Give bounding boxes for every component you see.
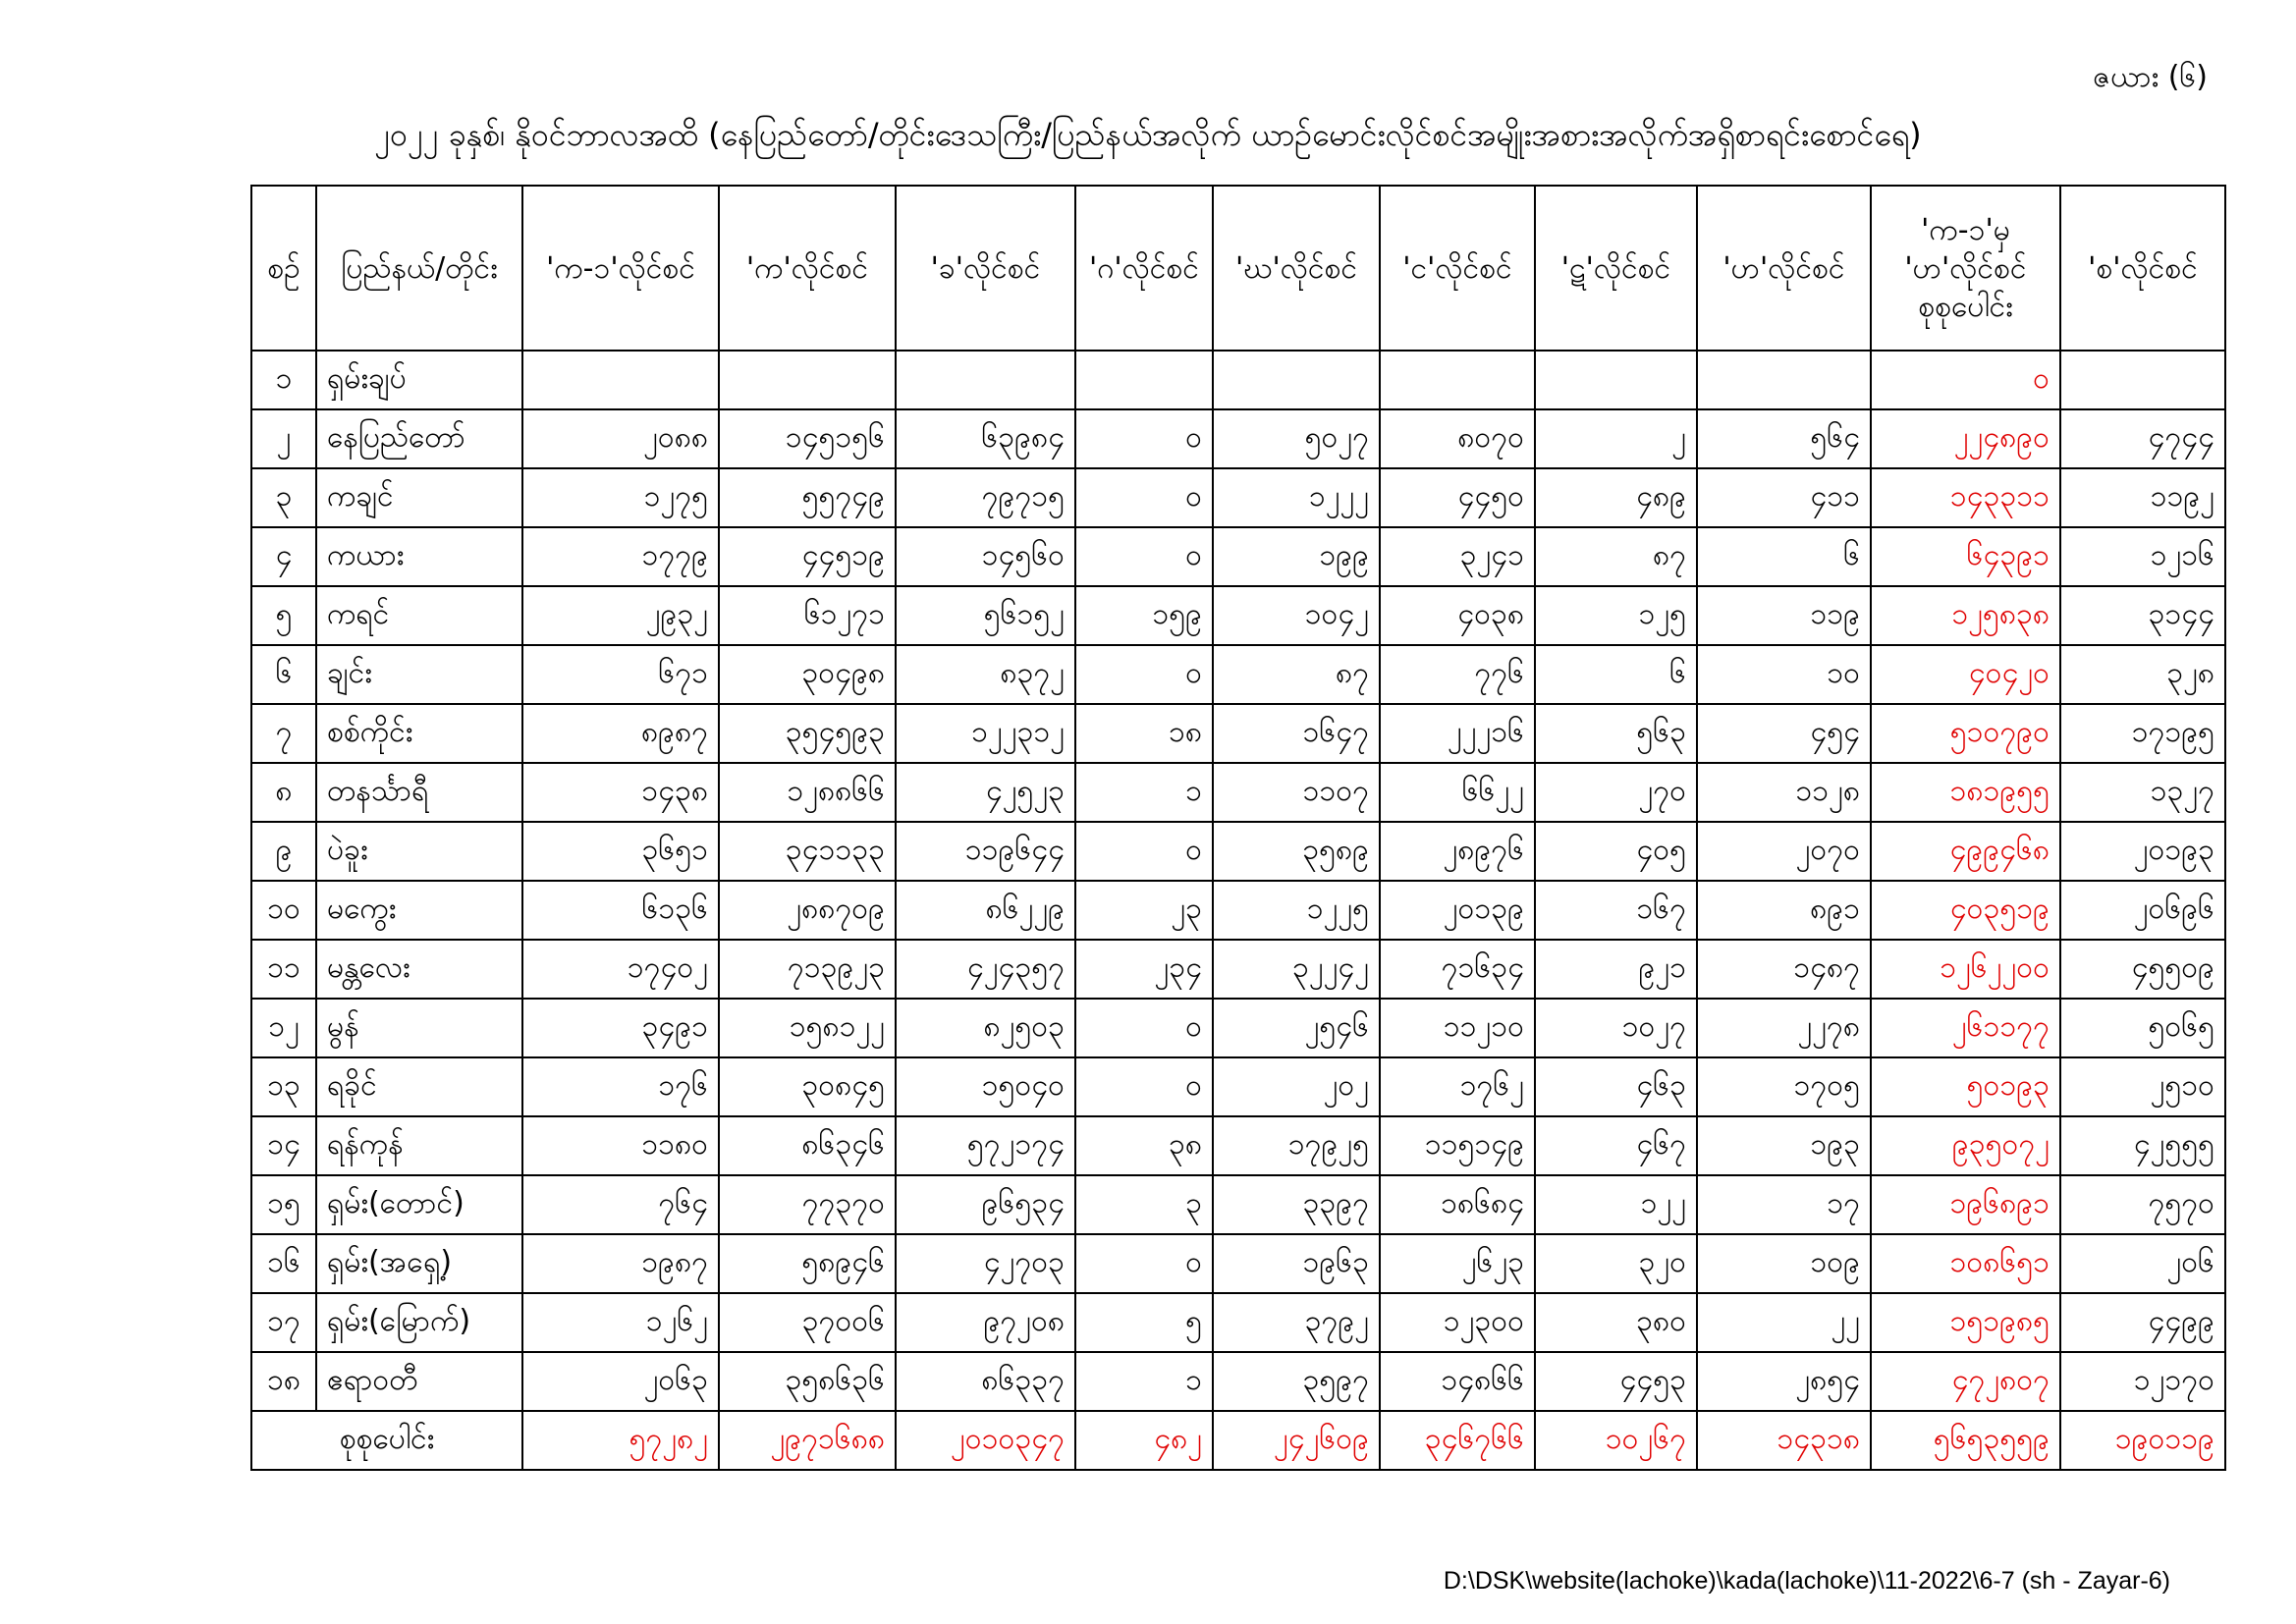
value-cell: ၄၅၄ — [1697, 704, 1871, 763]
serial-cell: ၁၆ — [251, 1234, 316, 1293]
column-header: 'က-၁'လိုင်စင် — [522, 186, 719, 351]
value-cell: ၁၀၂၇ — [1535, 999, 1697, 1057]
value-cell — [522, 351, 719, 409]
value-cell: ၂၈၈၇၀၉ — [719, 881, 896, 940]
table-row — [251, 586, 2225, 645]
value-cell: ၁၅၀၄၀ — [896, 1057, 1075, 1116]
value-cell — [1697, 351, 1871, 409]
value-cell: ၃၂၂၄၂ — [1213, 940, 1380, 999]
value-cell: ၁၁၈၀ — [522, 1116, 719, 1175]
row-total-cell: ၄၇၂၈၀၇ — [1871, 1352, 2060, 1411]
value-cell: ၁၁၀၇ — [1213, 763, 1380, 822]
value-cell: ၁၆၇ — [1535, 881, 1697, 940]
value-cell: ၁၄၈၇ — [1697, 940, 1871, 999]
column-header: ပြည်နယ်/တိုင်း — [316, 186, 522, 351]
value-cell: ၀ — [1075, 468, 1213, 527]
value-cell: ၂၀၇၀ — [1697, 822, 1871, 881]
document-title: ၂၀၂၂ ခုနှစ်၊ နိုဝင်ဘာလအထိ (နေပြည်တော်/တိုင်းဒေသကြီး/ပြည်နယ်အလိုက် ယာဉ်မောင်းလိုင်စင်အမျိုးအစားအလိုက်အရှိစာရင်းစောင်ရေ) — [374, 116, 1922, 153]
row-total-cell: ၄၉၉၄၆၈ — [1871, 822, 2060, 881]
table-row — [251, 999, 2225, 1057]
column-header: 'က-၁'မှ 'ဟ'လိုင်စင် စုစုပေါင်း — [1871, 186, 2060, 351]
value-cell: ၅၀၂၇ — [1213, 409, 1380, 468]
value-cell: ၃၃၉၇ — [1213, 1175, 1380, 1234]
total-value-cell: ၂၀၁၀၃၄၇ — [896, 1411, 1075, 1470]
value-cell: ၁၇၄၀၂ — [522, 940, 719, 999]
value-cell: ၂၃၄ — [1075, 940, 1213, 999]
value-cell: ၃၂၄၁ — [1380, 527, 1535, 586]
value-cell: ၁၇၀၅ — [1697, 1057, 1871, 1116]
serial-cell: ၁၃ — [251, 1057, 316, 1116]
value-cell: ၁၂၂၃၁၂ — [896, 704, 1075, 763]
table-row — [251, 822, 2225, 881]
value-cell: ၂၂၇၈ — [1697, 999, 1871, 1057]
serial-cell: ၆ — [251, 645, 316, 704]
value-cell: ၅၆၁၅၂ — [896, 586, 1075, 645]
value-cell: ၀ — [1075, 1057, 1213, 1116]
total-value-cell: ၁၄၃၁၈ — [1697, 1411, 1871, 1470]
value-cell: ၈၇ — [1213, 645, 1380, 704]
value-cell: ၁၀ — [1697, 645, 1871, 704]
value-cell: ၈၆၃၃၇ — [896, 1352, 1075, 1411]
serial-cell: ၁၅ — [251, 1175, 316, 1234]
value-cell: ၁၁၂၁၀ — [1380, 999, 1535, 1057]
total-value-cell: ၅၆၅၃၅၅၉ — [1871, 1411, 2060, 1470]
table-row — [251, 1352, 2225, 1411]
serial-cell: ၁၇ — [251, 1293, 316, 1352]
value-cell: ၅၈၉၄၆ — [719, 1234, 896, 1293]
value-cell: ၆၆၂၂ — [1380, 763, 1535, 822]
region-name-cell: စစ်ကိုင်း — [316, 704, 522, 763]
value-cell — [896, 351, 1075, 409]
value-cell: ၃၁၄၄ — [2060, 586, 2225, 645]
column-header: 'ဂ'လိုင်စင် — [1075, 186, 1213, 351]
value-cell: ၂၀၆ — [2060, 1234, 2225, 1293]
serial-cell: ၄ — [251, 527, 316, 586]
table-row — [251, 763, 2225, 822]
value-cell: ၇၁၆၃၄ — [1380, 940, 1535, 999]
value-cell: ၄၈၉ — [1535, 468, 1697, 527]
value-cell: ၂၇၀ — [1535, 763, 1697, 822]
file-path-footer: D:\DSK\website(lachoke)\kada(lachoke)\11-2022\6-7 (sh - Zayar-6) — [1443, 1567, 2170, 1595]
table-header-row — [251, 186, 2225, 351]
value-cell: ၄၄၅၃ — [1535, 1352, 1697, 1411]
value-cell: ၀ — [1075, 822, 1213, 881]
total-value-cell: ၁၉၀၁၁၉ — [2060, 1411, 2225, 1470]
total-value-cell: ၄၈၂ — [1075, 1411, 1213, 1470]
row-total-cell: ၀ — [1871, 351, 2060, 409]
serial-cell: ၃ — [251, 468, 316, 527]
value-cell: ၆၁၃၆ — [522, 881, 719, 940]
value-cell: ၂၂ — [1697, 1293, 1871, 1352]
row-total-cell: ၅၀၁၉၃ — [1871, 1057, 2060, 1116]
table-body — [251, 351, 2225, 1470]
value-cell: ၆၁၂၇၁ — [719, 586, 896, 645]
value-cell: ၉၂၁ — [1535, 940, 1697, 999]
region-name-cell: ရန်ကုန် — [316, 1116, 522, 1175]
region-name-cell: ချင်း — [316, 645, 522, 704]
column-header: 'ဟ'လိုင်စင် — [1697, 186, 1871, 351]
value-cell: ၁၅၉ — [1075, 586, 1213, 645]
region-name-cell: ကရင် — [316, 586, 522, 645]
value-cell: ၀ — [1075, 999, 1213, 1057]
row-total-cell: ၁၈၁၉၅၅ — [1871, 763, 2060, 822]
region-name-cell: ရှမ်း(တောင်) — [316, 1175, 522, 1234]
column-header: 'င'လိုင်စင် — [1380, 186, 1535, 351]
row-total-cell: ၂၆၁၁၇၇ — [1871, 999, 2060, 1057]
value-cell: ၂၅၁၀ — [2060, 1057, 2225, 1116]
value-cell: ၃၀၄၉၈ — [719, 645, 896, 704]
region-name-cell: ကချင် — [316, 468, 522, 527]
value-cell: ၃၅၈၆၃၆ — [719, 1352, 896, 1411]
value-cell: ၁၇၁၉၅ — [2060, 704, 2225, 763]
table-row — [251, 645, 2225, 704]
value-cell: ၃၂၈ — [2060, 645, 2225, 704]
value-cell: ၁၇၆၂ — [1380, 1057, 1535, 1116]
value-cell: ၇၇၃၇၀ — [719, 1175, 896, 1234]
value-cell: ၃ — [1075, 1175, 1213, 1234]
region-name-cell: တနင်္သာရီ — [316, 763, 522, 822]
value-cell: ၈၉၁ — [1697, 881, 1871, 940]
value-cell: ၁၂၅ — [1535, 586, 1697, 645]
value-cell: ၂၉၃၂ — [522, 586, 719, 645]
value-cell: ၁၂၃၀၀ — [1380, 1293, 1535, 1352]
value-cell: ၄၂၅၅၅ — [2060, 1116, 2225, 1175]
value-cell: ၄၆၃ — [1535, 1057, 1697, 1116]
value-cell: ၄၇၄၄ — [2060, 409, 2225, 468]
value-cell: ၁၂၁၆ — [2060, 527, 2225, 586]
license-statistics-table — [250, 185, 2226, 1471]
total-label: စုစုပေါင်း — [251, 1411, 522, 1470]
value-cell: ၁၆၄၇ — [1213, 704, 1380, 763]
value-cell: ၁၂၈၈၆၆ — [719, 763, 896, 822]
value-cell: ၇၆၄ — [522, 1175, 719, 1234]
region-name-cell: ရှမ်း(အရှေ့) — [316, 1234, 522, 1293]
row-total-cell: ၁၅၁၉၈၅ — [1871, 1293, 2060, 1352]
value-cell: ၄၄၅၀ — [1380, 468, 1535, 527]
total-value-cell: ၂၉၇၁၆၈၈ — [719, 1411, 896, 1470]
value-cell — [1213, 351, 1380, 409]
value-cell: ၉၆၅၃၄ — [896, 1175, 1075, 1234]
row-total-cell: ၁၂၆၂၂၀၀ — [1871, 940, 2060, 999]
value-cell: ၅၆၄ — [1697, 409, 1871, 468]
value-cell: ၂၈၅၄ — [1697, 1352, 1871, 1411]
value-cell: ၄၄၉၉ — [2060, 1293, 2225, 1352]
total-value-cell: ၃၄၆၇၆၆ — [1380, 1411, 1535, 1470]
row-total-cell: ၄၀၄၂၀ — [1871, 645, 2060, 704]
table-row — [251, 468, 2225, 527]
value-cell — [2060, 351, 2225, 409]
value-cell: ၁၀၄၂ — [1213, 586, 1380, 645]
value-cell: ၃၂၀ — [1535, 1234, 1697, 1293]
value-cell — [1380, 351, 1535, 409]
value-cell: ၁၉၆၃ — [1213, 1234, 1380, 1293]
value-cell: ၁၂၆၂ — [522, 1293, 719, 1352]
value-cell: ၄၄၅၁၉ — [719, 527, 896, 586]
total-value-cell: ၅၇၂၈၂ — [522, 1411, 719, 1470]
table-row — [251, 527, 2225, 586]
value-cell: ၅ — [1075, 1293, 1213, 1352]
value-cell: ၄၂၅၂၃ — [896, 763, 1075, 822]
value-cell: ၁၉၈၇ — [522, 1234, 719, 1293]
table-row — [251, 409, 2225, 468]
row-total-cell: ၁၂၅၈၃၈ — [1871, 586, 2060, 645]
column-header: 'ဃ'လိုင်စင် — [1213, 186, 1380, 351]
region-name-cell: ရခိုင် — [316, 1057, 522, 1116]
table-row — [251, 1234, 2225, 1293]
value-cell: ၂ — [1535, 409, 1697, 468]
value-cell: ၀ — [1075, 409, 1213, 468]
value-cell: ၃၈ — [1075, 1116, 1213, 1175]
value-cell: ၁၄၈၆၆ — [1380, 1352, 1535, 1411]
value-cell: ၄၆၇ — [1535, 1116, 1697, 1175]
value-cell: ၁၄၃၈ — [522, 763, 719, 822]
region-name-cell: ရှမ်းချပ် — [316, 351, 522, 409]
row-total-cell: ၉၃၅၀၇၂ — [1871, 1116, 2060, 1175]
value-cell: ၁၂၇၅ — [522, 468, 719, 527]
total-value-cell: ၁၀၂၆၇ — [1535, 1411, 1697, 1470]
value-cell: ၃၄၁၁၃၃ — [719, 822, 896, 881]
serial-cell: ၅ — [251, 586, 316, 645]
total-row — [251, 1411, 2225, 1470]
value-cell: ၁ — [1075, 1352, 1213, 1411]
value-cell: ၅၀၆၅ — [2060, 999, 2225, 1057]
value-cell: ၁၁၂၈ — [1697, 763, 1871, 822]
value-cell — [1535, 351, 1697, 409]
value-cell: ၁၄၅၆၀ — [896, 527, 1075, 586]
row-total-cell: ၁၀၈၆၅၁ — [1871, 1234, 2060, 1293]
table-row — [251, 881, 2225, 940]
value-cell: ၂၃ — [1075, 881, 1213, 940]
value-cell: ၁၇၇၉ — [522, 527, 719, 586]
value-cell — [719, 351, 896, 409]
serial-cell: ၁၈ — [251, 1352, 316, 1411]
value-cell: ၁၈ — [1075, 704, 1213, 763]
value-cell: ၃၅၄၅၉၃ — [719, 704, 896, 763]
value-cell: ၁၉၉ — [1213, 527, 1380, 586]
value-cell: ၁၇၆ — [522, 1057, 719, 1116]
value-cell: ၇၉၇၁၅ — [896, 468, 1075, 527]
value-cell: ၆၃၉၈၄ — [896, 409, 1075, 468]
value-cell: ၄၁၁ — [1697, 468, 1871, 527]
row-total-cell: ၁၉၆၈၉၁ — [1871, 1175, 2060, 1234]
value-cell: ၂၀၆၃ — [522, 1352, 719, 1411]
value-cell: ၇၁၃၉၂၃ — [719, 940, 896, 999]
column-header: 'စ'လိုင်စင် — [2060, 186, 2225, 351]
value-cell: ၇၅၇၀ — [2060, 1175, 2225, 1234]
value-cell: ၀ — [1075, 1234, 1213, 1293]
value-cell: ၃၀၈၄၅ — [719, 1057, 896, 1116]
table-row — [251, 704, 2225, 763]
value-cell: ၁၄၅၁၅၆ — [719, 409, 896, 468]
serial-cell: ၂ — [251, 409, 316, 468]
value-cell: ၅၅၇၄၉ — [719, 468, 896, 527]
value-cell: ၆၇၁ — [522, 645, 719, 704]
row-total-cell: ၄၀၃၅၁၉ — [1871, 881, 2060, 940]
region-name-cell: ဧရာဝတီ — [316, 1352, 522, 1411]
value-cell: ၁၁၅၁၄၉ — [1380, 1116, 1535, 1175]
value-cell: ၅၇၂၁၇၄ — [896, 1116, 1075, 1175]
serial-cell: ၇ — [251, 704, 316, 763]
value-cell: ၈၀၇၀ — [1380, 409, 1535, 468]
value-cell: ၁၁၉၆၄၄ — [896, 822, 1075, 881]
row-total-cell: ၂၂၄၈၉၀ — [1871, 409, 2060, 468]
value-cell: ၈၃၇၂ — [896, 645, 1075, 704]
column-header: 'က'လိုင်စင် — [719, 186, 896, 351]
region-name-cell: နေပြည်တော် — [316, 409, 522, 468]
value-cell: ၂၀၈၈ — [522, 409, 719, 468]
value-cell: ၄၂၄၃၅၇ — [896, 940, 1075, 999]
value-cell: ၁၃၂၇ — [2060, 763, 2225, 822]
value-cell: ၄၂၇၀၃ — [896, 1234, 1075, 1293]
value-cell: ၁၂၁၇၀ — [2060, 1352, 2225, 1411]
serial-cell: ၁၄ — [251, 1116, 316, 1175]
serial-cell: ၁ — [251, 351, 316, 409]
region-name-cell: မွန် — [316, 999, 522, 1057]
value-cell: ၁၁၉၂ — [2060, 468, 2225, 527]
value-cell: ၁၂၂၂ — [1213, 468, 1380, 527]
value-cell: ၇၇၆ — [1380, 645, 1535, 704]
value-cell: ၆ — [1535, 645, 1697, 704]
value-cell: ၂၀၁၃၉ — [1380, 881, 1535, 940]
value-cell: ၃၆၅၁ — [522, 822, 719, 881]
value-cell: ၂၂၂၁၆ — [1380, 704, 1535, 763]
value-cell: ၈၆၃၄၆ — [719, 1116, 896, 1175]
table-row — [251, 1293, 2225, 1352]
value-cell: ၅၆၃ — [1535, 704, 1697, 763]
value-cell: ၈၆၂၂၉ — [896, 881, 1075, 940]
value-cell: ၂၀၆၉၆ — [2060, 881, 2225, 940]
value-cell: ၃၈၀ — [1535, 1293, 1697, 1352]
table-row — [251, 1175, 2225, 1234]
serial-cell: ၈ — [251, 763, 316, 822]
value-cell: ၁၈၆၈၄ — [1380, 1175, 1535, 1234]
serial-cell: ၁၀ — [251, 881, 316, 940]
value-cell: ၃၇၀၀၆ — [719, 1293, 896, 1352]
value-cell: ၀ — [1075, 527, 1213, 586]
value-cell: ၃၇၉၂ — [1213, 1293, 1380, 1352]
region-name-cell: ရှမ်း(မြောက်) — [316, 1293, 522, 1352]
value-cell: ၁၀၉ — [1697, 1234, 1871, 1293]
value-cell: ၁၇၉၂၅ — [1213, 1116, 1380, 1175]
value-cell: ၃၄၉၁ — [522, 999, 719, 1057]
value-cell: ၂၀၂ — [1213, 1057, 1380, 1116]
value-cell: ၀ — [1075, 645, 1213, 704]
serial-cell: ၁၂ — [251, 999, 316, 1057]
serial-cell: ၁၁ — [251, 940, 316, 999]
value-cell: ၁ — [1075, 763, 1213, 822]
value-cell: ၁၁၉ — [1697, 586, 1871, 645]
column-header: 'ဋ'လိုင်စင် — [1535, 186, 1697, 351]
value-cell: ၄၅၅၀၉ — [2060, 940, 2225, 999]
value-cell: ၂၆၂၃ — [1380, 1234, 1535, 1293]
value-cell: ၁၂၂ — [1535, 1175, 1697, 1234]
region-name-cell: ပဲခူး — [316, 822, 522, 881]
value-cell: ၂၅၄၆ — [1213, 999, 1380, 1057]
table-row — [251, 351, 2225, 409]
value-cell: ၈၂၅၀၃ — [896, 999, 1075, 1057]
value-cell: ၃၅၈၉ — [1213, 822, 1380, 881]
value-cell: ၁၅၈၁၂၂ — [719, 999, 896, 1057]
value-cell: ၂၀၁၉၃ — [2060, 822, 2225, 881]
value-cell: ၈၇ — [1535, 527, 1697, 586]
table-row — [251, 940, 2225, 999]
value-cell: ၁၉၃ — [1697, 1116, 1871, 1175]
table-number-label: ဇယား (၆) — [2093, 60, 2208, 94]
region-name-cell: မန္တလေး — [316, 940, 522, 999]
table-row — [251, 1057, 2225, 1116]
value-cell: ၄၀၅ — [1535, 822, 1697, 881]
value-cell: ၁၂၂၅ — [1213, 881, 1380, 940]
table-row — [251, 1116, 2225, 1175]
column-header: စဉ် — [251, 186, 316, 351]
column-header: 'ခ'လိုင်စင် — [896, 186, 1075, 351]
serial-cell: ၉ — [251, 822, 316, 881]
region-name-cell: မကွေး — [316, 881, 522, 940]
value-cell — [1075, 351, 1213, 409]
value-cell: ၈၉၈၇ — [522, 704, 719, 763]
row-total-cell: ၆၄၃၉၁ — [1871, 527, 2060, 586]
total-value-cell: ၂၄၂၆၀၉ — [1213, 1411, 1380, 1470]
value-cell: ၄၀၃၈ — [1380, 586, 1535, 645]
value-cell: ၆ — [1697, 527, 1871, 586]
region-name-cell: ကယား — [316, 527, 522, 586]
value-cell: ၉၇၂၀၈ — [896, 1293, 1075, 1352]
value-cell: ၂၈၉၇၆ — [1380, 822, 1535, 881]
row-total-cell: ၅၁၀၇၉၀ — [1871, 704, 2060, 763]
row-total-cell: ၁၄၃၃၁၁ — [1871, 468, 2060, 527]
value-cell: ၁၇ — [1697, 1175, 1871, 1234]
value-cell: ၃၅၉၇ — [1213, 1352, 1380, 1411]
